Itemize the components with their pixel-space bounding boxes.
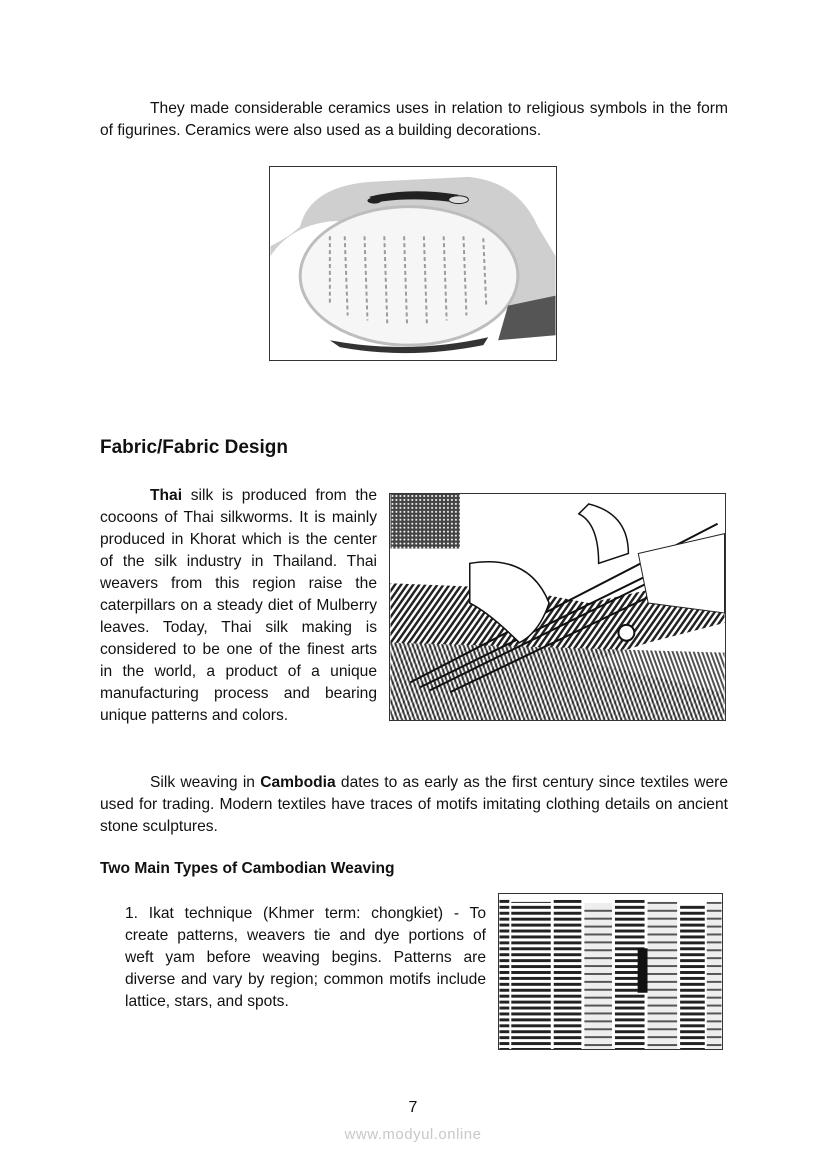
ikat-textile-image bbox=[498, 893, 723, 1050]
weaving-loom-icon bbox=[390, 494, 725, 720]
textile-icon bbox=[499, 894, 722, 1049]
silk-loom-image bbox=[389, 493, 726, 721]
thai-text: silk is produced from the cocoons of Thai silkworms. It is mainly produced in Khorat which is the center of the silk industry in Thailand. Thai weavers from this region raise the caterpillars on a steady diet of Mulberry leaves. Today, Thai silk making is considered to be one of the finest arts in the world, a product of a unique manufacturing process and bearing unique patterns and colors. bbox=[100, 487, 377, 724]
cambodia-paragraph bbox=[100, 772, 728, 838]
watermark: www.modyul.online bbox=[344, 1126, 482, 1143]
ceramic-jar-image bbox=[269, 166, 557, 361]
thai-bold: Thai bbox=[150, 487, 183, 504]
ceramic-jar-icon bbox=[270, 167, 556, 360]
thai-silk-paragraph bbox=[100, 485, 377, 727]
weaving-types-subheading: Two Main Types of Cambodian Weaving bbox=[100, 860, 395, 877]
list-item-ikat: 1. Ikat technique (Khmer term: chongkiet) - To create patterns, weavers tie and dye portions of weft yam before weaving begins. Patterns are diverse and vary by region; common motifs include lattice, stars, and spots. bbox=[125, 905, 486, 1010]
intro-paragraph: They made considerable ceramics uses in relation to religious symbols in the form of figurines. Ceramics were also used as a building decorations. bbox=[100, 100, 728, 139]
cambodia-text: dates to as early as the first century since textiles were used for trading. Modern textiles have traces of motifs imitating clothing details on ancient stone sculptures. bbox=[100, 774, 728, 835]
page-number: 7 bbox=[408, 1099, 418, 1116]
section-heading: Fabric/Fabric Design bbox=[100, 437, 288, 458]
cambodia-bold: Cambodia bbox=[260, 774, 336, 791]
cambodia-prefix: Silk weaving in bbox=[150, 774, 261, 791]
